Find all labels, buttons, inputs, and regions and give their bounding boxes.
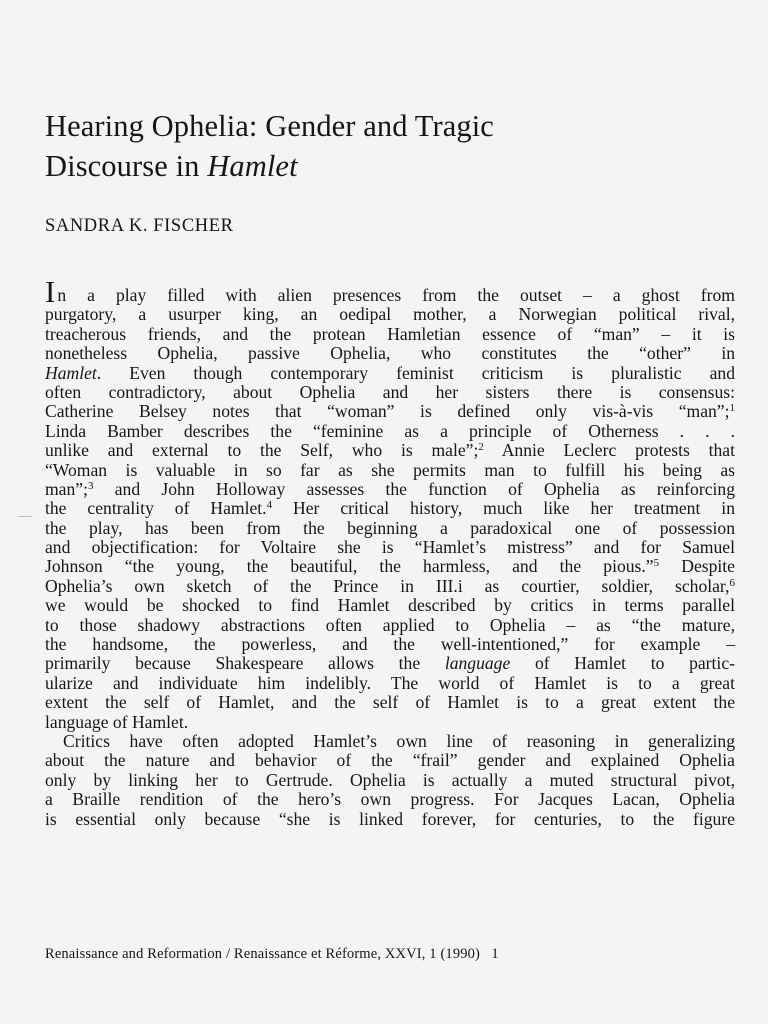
article-body bbox=[45, 274, 735, 829]
journal-citation: Renaissance and Reformation / Renaissance et Réforme, XXVI, 1 (1990) bbox=[45, 946, 480, 962]
body-line: nonetheless Ophelia, passive Ophelia, who constitutes the “other” in bbox=[45, 343, 735, 364]
body-line: about the nature and behavior of the “frail” gender and explained Ophelia bbox=[45, 750, 735, 771]
body-line: Linda Bamber describes the “feminine as a principle of Otherness . . . bbox=[45, 420, 735, 441]
body-line: Johnson “the young, the beautiful, the harmless, and the pious.”$^5$ Despite bbox=[45, 556, 735, 577]
author-name: SANDRA K. FISCHER bbox=[45, 216, 234, 236]
body-line: man”;$^3$ and John Holloway assesses the function of Ophelia as reinforcing bbox=[45, 478, 735, 499]
footnote-ref-3: 3 bbox=[88, 479, 94, 492]
body-line: Ophelia’s own sketch of the Prince in III.i as courtier, soldier, scholar,$^6$ bbox=[45, 575, 735, 596]
footnote-ref-5: 5 bbox=[653, 557, 660, 570]
body-line: primarily because Shakespeare allows the language of Hamlet to partic- bbox=[45, 653, 735, 674]
footnote-ref-6: 6 bbox=[729, 576, 735, 589]
body-line: language of Hamlet. bbox=[45, 711, 189, 732]
body-line: Critics have often adopted Hamlet’s own line of reasoning in generalizing bbox=[63, 730, 735, 751]
body-line: In a play filled with alien presences from the outset – a ghost from bbox=[45, 274, 735, 309]
body-line: is essential only because “she is linked forever, for centuries, to the figure bbox=[45, 808, 735, 829]
body-line: to those shadowy abstractions often applied to Ophelia – as “the mature, bbox=[45, 614, 735, 635]
footnote-ref-2: 2 bbox=[478, 441, 484, 454]
drop-cap: I bbox=[45, 274, 56, 309]
body-line: the handsome, the powerless, and the well-intentioned,” for example – bbox=[45, 634, 735, 655]
footnote-ref-1: 1 bbox=[729, 402, 735, 415]
page-footer bbox=[45, 946, 665, 963]
margin-mark bbox=[18, 516, 32, 517]
body-line: the play, has been from the beginning a paradoxical one of possession bbox=[45, 517, 735, 538]
body-line: and objectification: for Voltaire she is “Hamlet’s mistress” and for Samuel bbox=[45, 537, 735, 558]
body-line: extent the self of Hamlet, and the self of Hamlet is to a great extent the bbox=[45, 692, 735, 713]
title-line-2: Discourse in bbox=[45, 149, 208, 183]
body-line: Catherine Belsey notes that “woman” is defined only vis-à-vis “man”;$^1$ bbox=[45, 401, 735, 422]
body-line: purgatory, a usurper king, an oedipal mother, a Norwegian political rival, bbox=[45, 304, 735, 325]
body-line: ularize and individuate him indelibly. The world of Hamlet is to a great bbox=[45, 672, 735, 693]
body-line: “Woman is valuable in so far as she permits man to fulfill his being as bbox=[45, 459, 735, 480]
body-line: we would be shocked to find Hamlet described by critics in terms parallel bbox=[45, 595, 735, 616]
title-line-1: Hearing Ophelia: Gender and Tragic bbox=[45, 109, 494, 143]
body-line: a Braille rendition of the hero’s own progress. For Jacques Lacan, Ophelia bbox=[45, 789, 735, 810]
page-number: 1 bbox=[491, 946, 499, 962]
body-line: unlike and external to the Self, who is male”;$^2$ Annie Leclerc protests that bbox=[45, 440, 735, 461]
body-line: treacherous friends, and the protean Hamletian essence of “man” – it is bbox=[45, 323, 735, 344]
body-line: often contradictory, about Ophelia and her sisters there is consensus: bbox=[45, 381, 735, 402]
title-italic-hamlet: Hamlet bbox=[207, 149, 298, 183]
article-title bbox=[45, 106, 735, 186]
body-line: only by linking her to Gertrude. Ophelia is actually a muted structural pivot, bbox=[45, 769, 735, 790]
body-line: the centrality of Hamlet.$^4$ Her critical history, much like her treatment in bbox=[45, 498, 735, 519]
footnote-ref-4: 4 bbox=[266, 499, 273, 512]
body-line: Hamlet. Even though contemporary feminist criticism is pluralistic and bbox=[45, 362, 735, 383]
